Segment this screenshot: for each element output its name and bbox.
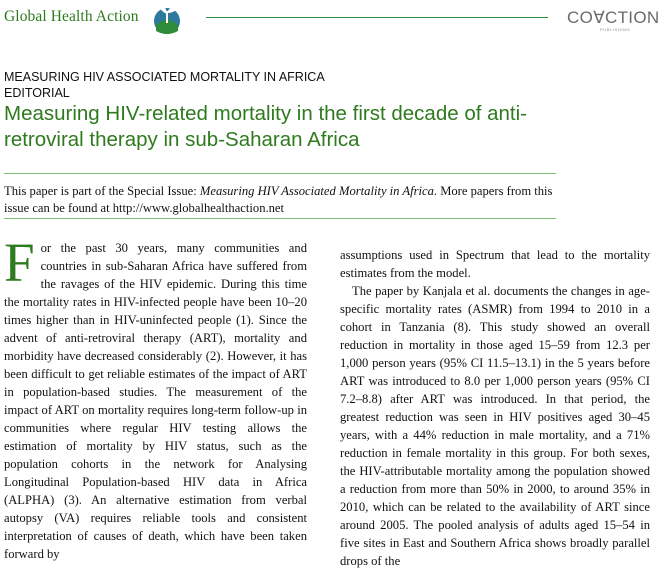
drop-cap: F	[4, 232, 35, 293]
note-suffix: . More papers from this issue can be found at http://www.globalhealthaction.net	[4, 184, 553, 215]
divider-bottom	[4, 218, 556, 219]
right-paragraph-2: The paper by Kanjala et al. documents the changes in age-specific mortality rates (ASMR) from 1994 to 2010 in a cohort in Tanzania (8). This study showed an overall reduction in mortality in those aged 15–59 from 12.3 per 1,000 person years (95% CI 11.5–13.1) in the 5 years before ART was introduced to 8.0 per 1,000 person years (95% CI 7.2–8.8) after ART was introduced. In that period, the greatest reduction was seen in HIV positives aged 30–45 years, with a 44% reduction in male mortality, and a 71% reduction in female mortality in this group. For both sexes, the HIV-attributable mortality among the population showed a reduction from more than 50% in 2000, to around 35% in 2010, which can be related to the availability of ART since around 2005. The pooled analysis of adults aged 15–54 in five sites in East and Southern Africa shows broadly parallel drops of the	[340, 284, 650, 568]
article-title: Measuring HIV-related mortality in the first decade of anti-retroviral therapy in sub-Saharan Africa	[4, 102, 527, 151]
article-kicker	[4, 69, 325, 101]
header-divider	[206, 17, 548, 18]
section-label: EDITORIAL	[4, 86, 70, 100]
left-column-text: or the past 30 years, many communities and countries in sub-Saharan Africa have suffered from the ravages of the HIV epidemic. During this time the mortality rates in HIV-infected people have been 10–20 times higher than in HIV-uninfected people (1). Since the advent of anti-retroviral therapy (ART), mortality and morbidity have decreased considerably (2). However, it has been difficult to get reliable estimates of the impact of ART in population-based studies. The measurement of the impact of ART on mortality requires long-term follow-up in communities where regular HIV testing allows the estimation of mortality by HIV status, such as the population cohorts in the network for Analysing Longitudinal Population-based HIV data in Africa (ALPHA) (3). An alternative estimation from verbal autopsy (VA) requires reliable tools and consistent interpretation of causes of death, which have been taken forward by	[4, 241, 307, 561]
sprout-on-globe-icon	[150, 1, 184, 35]
body-column-left	[4, 232, 307, 563]
divider-top	[4, 173, 556, 174]
publisher-sublabel: PUBLISHING	[600, 27, 631, 32]
right-paragraph-1: assumptions used in Spectrum that lead to the mortality estimates from the model.	[340, 248, 650, 280]
journal-header	[0, 0, 659, 40]
issue-label: MEASURING HIV ASSOCIATED MORTALITY IN AFRICA	[4, 70, 325, 84]
note-prefix: This paper is part of the Special Issue:	[4, 184, 200, 198]
special-issue-note	[4, 183, 556, 217]
publisher-logo[interactable]: COⱯCTION	[567, 8, 659, 27]
note-issue-name[interactable]: Measuring HIV Associated Mortality in Africa	[199, 184, 434, 198]
body-column-right	[340, 246, 650, 570]
journal-name[interactable]: Global Health Action	[4, 8, 139, 25]
